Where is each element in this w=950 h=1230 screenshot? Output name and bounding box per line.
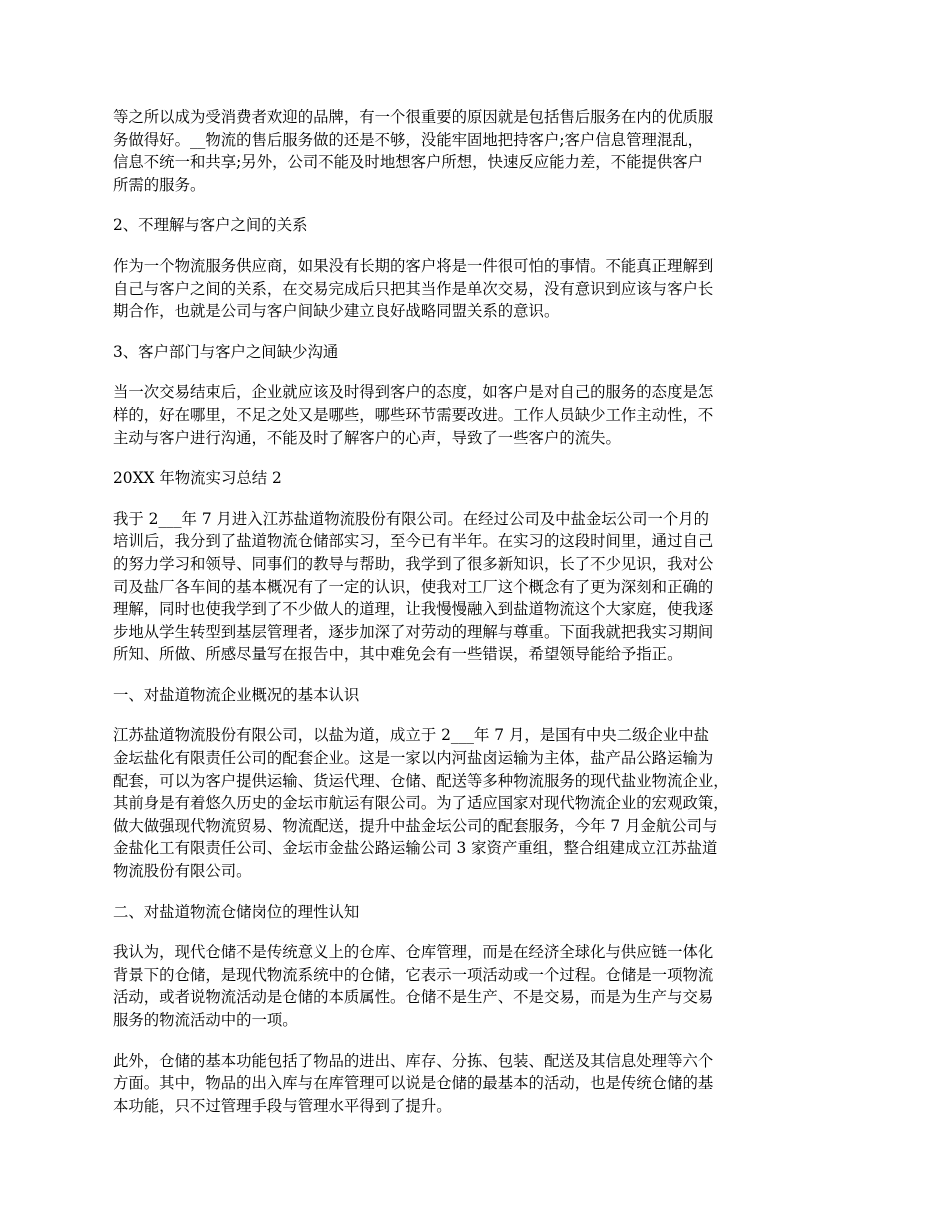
text-line: 信息不统一和共享;另外，公司不能及时地想客户所想，快速反应能力差，不能提供客户 — [113, 153, 704, 172]
text-line: 背景下的仓储，是现代物流系统中的仓储，它表示一项活动或一个过程。仓储是一项物流 — [113, 965, 714, 984]
text-line: 金盐化工有限责任公司、金坛市金盐公路运输公司 3 家资产重组，整合组建成立江苏盐道 — [113, 839, 718, 858]
text-line: 作为一个物流服务供应商，如果没有长期的客户将是一件很可怕的事情。不能真正理解到 — [113, 256, 714, 275]
document-page — [113, 106, 849, 1135]
paragraph-after-sales — [113, 106, 849, 196]
text-line: 务做得好。__物流的售后服务做的还是不够，没能牢固地把持客户;客户信息管理混乱， — [113, 130, 704, 149]
text-line: 样的，好在哪里，不足之处又是哪些，哪些环节需要改进。工作人员缺少工作主动性，不 — [113, 405, 714, 424]
heading-communication: 3、客户部门与客户之间缺少沟通 — [113, 342, 339, 361]
text-line: 其前身是有着悠久历史的金坛市航运有限公司。为了适应国家对现代物流企业的宏观政策， — [113, 794, 729, 813]
text-line: 本功能，只不过管理手段与管理水平得到了提升。 — [113, 1096, 452, 1115]
paragraph-communication — [113, 381, 849, 449]
text-line: 活动，或者说物流活动是仓储的本质属性。仓储不是生产、不是交易，而是为生产与交易 — [113, 988, 714, 1007]
paragraph-internship-intro — [113, 508, 849, 666]
paragraph-warehouse-functions — [113, 1050, 849, 1118]
text-line: 步地从学生转型到基层管理者，逐步加深了对劳动的理解与尊重。下面我就把我实习期间 — [113, 622, 714, 641]
text-line: 等之所以成为受消费者欢迎的品牌，有一个很重要的原因就是包括售后服务在内的优质服 — [113, 108, 714, 126]
heading-company-overview: 一、对盐道物流企业概况的基本认识 — [113, 685, 360, 704]
paragraph-modern-warehousing — [113, 941, 849, 1031]
text-line: 司及盐厂各车间的基本概况有了一定的认识，使我对工厂这个概念有了更为深刻和正确的 — [113, 577, 714, 596]
heading-warehouse-role: 二、对盐道物流仓储岗位的理性认知 — [113, 902, 360, 921]
text-line: 的努力学习和领导、同事们的教导与帮助，我学到了很多新知识，长了不少见识，我对公 — [113, 554, 714, 573]
text-line: 培训后，我分到了盐道物流仓储部实习，至今已有半年。在实习的这段时间里，通过自己 — [113, 532, 714, 551]
text-line: 服务的物流活动中的一项。 — [113, 1011, 298, 1029]
text-line: 配套，可以为客户提供运输、货运代理、仓储、配送等多种物流服务的现代盐业物流企业， — [113, 771, 729, 790]
text-line: 方面。其中，物品的出入库与在库管理可以说是仓储的最基本的活动，也是传统仓储的基 — [113, 1074, 714, 1093]
paragraph-customer-relationship — [113, 255, 849, 323]
text-line: 理解，同时也使我学到了不少做人的道理，让我慢慢融入到盐道物流这个大家庭，使我逐 — [113, 600, 714, 619]
text-line: 做大做强现代物流贸易、物流配送，提升中盐金坛公司的配套服务，今年 7 月金航公司与 — [113, 816, 718, 835]
text-line: 物流股份有限公司。 — [113, 862, 252, 881]
text-line: 所需的服务。 — [113, 175, 206, 194]
paragraph-company-overview — [113, 724, 849, 882]
text-line: 我于 2___年 7 月进入江苏盐道物流股份有限公司。在经过公司及中盐金坛公司一个月的 — [113, 509, 710, 528]
text-line: 此外，仓储的基本功能包括了物品的进出、库存、分拣、包装、配送及其信息处理等六个 — [113, 1051, 714, 1070]
text-line: 所知、所做、所感尽量写在报告中，其中难免会有一些错误，希望领导能给予指正。 — [113, 645, 683, 664]
text-line: 我认为，现代仓储不是传统意义上的仓库、仓库管理，而是在经济全球化与供应链一体化 — [113, 943, 714, 962]
text-line: 期合作，也就是公司与客户间缺少建立良好战略同盟关系的意识。 — [113, 302, 560, 321]
text-line: 当一次交易结束后，企业就应该及时得到客户的态度，如客户是对自己的服务的态度是怎 — [113, 383, 714, 402]
heading-customer-relationship: 2、不理解与客户之间的关系 — [113, 216, 308, 235]
section-title-internship-summary-2: 20XX 年物流实习总结 2 — [113, 469, 282, 488]
text-line: 金坛盐化有限责任公司的配套企业。这是一家以内河盐卤运输为主体，盐产品公路运输为 — [113, 749, 714, 768]
text-line: 主动与客户进行沟通，不能及时了解客户的心声，导致了一些客户的流失。 — [113, 428, 621, 447]
text-line: 江苏盐道物流股份有限公司，以盐为道，成立于 2___年 7 月，是国有中央二级企业中盐 — [113, 726, 710, 745]
text-line: 自己与客户之间的关系，在交易完成后只把其当作是单次交易，没有意识到应该与客户长 — [113, 279, 714, 298]
